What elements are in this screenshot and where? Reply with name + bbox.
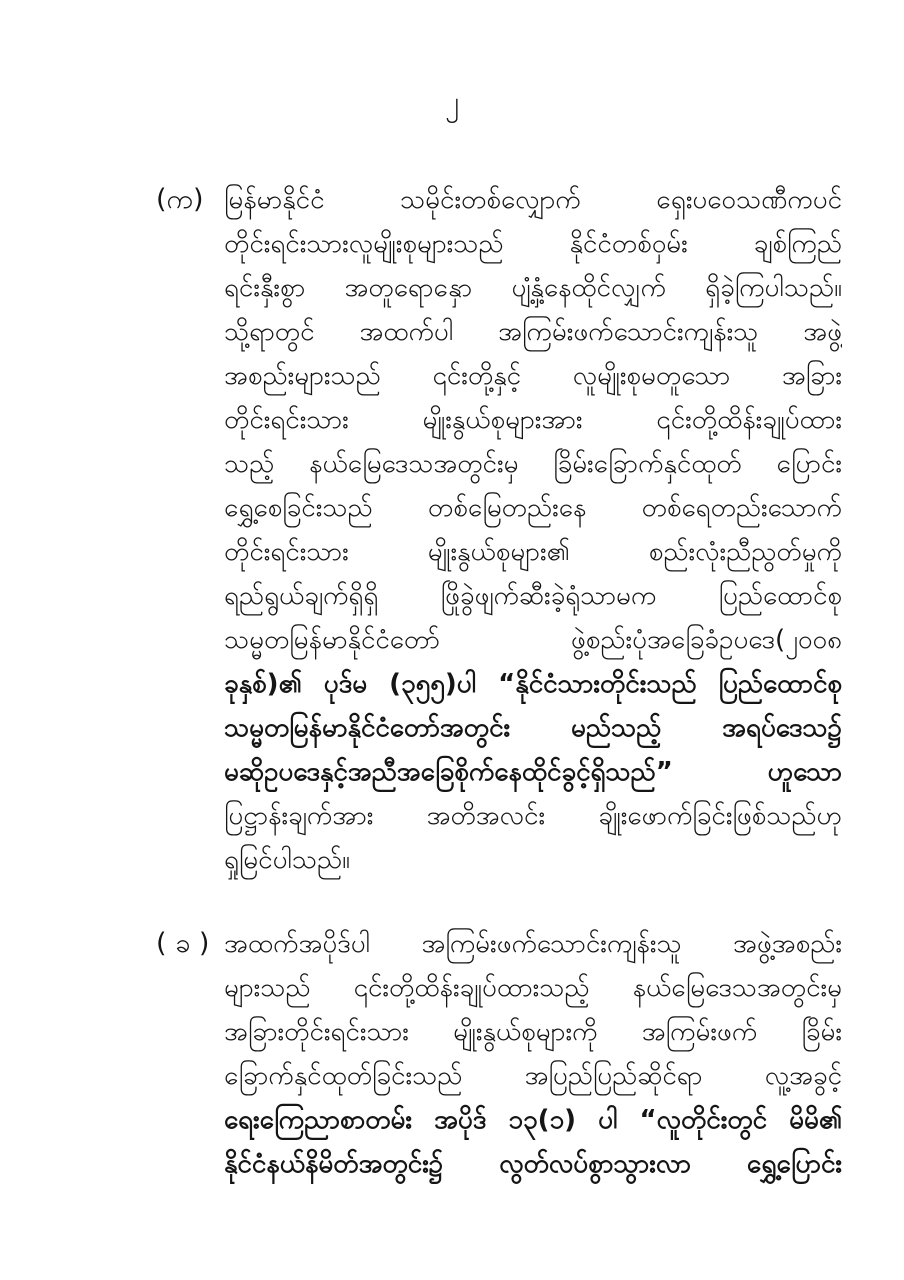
text-line: တိုင်းရင်းသား မျိုးနွယ်စုများအား ၎င်းတို့ထိန်းချုပ်ထား [224, 405, 842, 435]
text-line-bold: ခုနှစ်)၏ ပုဒ်မ (၃၅၅)ပါ “နိုင်ငံသားတိုင်းသည် ပြည်ထောင်စု [224, 669, 842, 699]
text-line-bold: နိုင်ငံနယ်နိမိတ်အတွင်း၌ လွတ်လပ်စွာသွားလာ ရွှေ့ပြောင်း [224, 1149, 842, 1179]
text-line: သမ္မတမြန်မာနိုင်ငံတော် ဖွဲ့စည်းပုံအခြေခံဥပဒေ(၂၀၀၈ [224, 625, 842, 655]
text-line: ခြောက်နှင်ထုတ်ခြင်းသည် အပြည်ပြည်ဆိုင်ရာ လူ့အခွင့် [224, 1061, 842, 1091]
text-line: တိုင်းရင်းသား မျိုးနွယ်စုများ၏ စည်းလုံးညီညွတ်မှုကို [224, 537, 842, 567]
paragraph-marker: (က) [156, 184, 204, 215]
paragraph-marker: ( ခ ) [156, 928, 210, 959]
paragraph-body [224, 178, 842, 882]
text-line: တိုင်းရင်းသားလူမျိုးစုများသည် နိုင်ငံတစ်ဝှမ်း ချစ်ကြည် [224, 229, 842, 259]
text-line-bold: သမ္မတမြန်မာနိုင်ငံတော်အတွင်း မည်သည့် အရပ်ဒေသ၌ [224, 713, 842, 743]
paragraph-body [224, 922, 842, 1186]
text-line: သို့ရာတွင် အထက်ပါ အကြမ်းဖက်သောင်းကျန်းသူ အဖွဲ့ [224, 317, 842, 347]
text-line: မြန်မာနိုင်ငံ သမိုင်းတစ်လျှောက် ရှေးပဝေသဏီကပင် [224, 185, 842, 215]
text-line: များသည် ၎င်းတို့ထိန်းချုပ်ထားသည့် နယ်မြေဒေသအတွင်းမှ [224, 973, 842, 1003]
text-line: သည့် နယ်မြေဒေသအတွင်းမှ ခြိမ်းခြောက်နှင်ထုတ် ပြောင်း [224, 449, 842, 479]
paragraph-ka [156, 178, 842, 882]
text-line: ရင်းနှီးစွာ အတူရောနှော ပျံ့နှံ့နေထိုင်လျှက် ရှိခဲ့ကြပါသည်။ [224, 273, 842, 303]
text-line: ပြဋ္ဌာန်းချက်အား အတိအလင်း ချိုးဖောက်ခြင်းဖြစ်သည်ဟု [224, 801, 842, 831]
text-line: ရှုမြင်ပါသည်။ [224, 845, 351, 875]
text-line: ရည်ရွယ်ချက်ရှိရှိ ဖြိုခွဲဖျက်ဆီးခဲ့ရုံသာမက ပြည်ထောင်စု [224, 581, 842, 611]
paragraph-kha [156, 922, 842, 1186]
text-line: အစည်းများသည် ၎င်းတို့နှင့် လူမျိုးစုမတူသော အခြား [224, 361, 842, 391]
text-line-bold: မဆိုဥပဒေနှင့်အညီအခြေစိုက်နေထိုင်ခွင့်ရှိသည်” ဟူသော [224, 757, 842, 787]
text-line: အထက်အပိုဒ်ပါ အကြမ်းဖက်သောင်းကျန်းသူ အဖွဲ့အစည်း [224, 929, 842, 959]
page-number: ၂ [445, 85, 459, 118]
text-line: ရွှေ့စေခြင်းသည် တစ်မြေတည်းနေ တစ်ရေတည်းသောက် [224, 493, 842, 523]
text-line-bold: ရေးကြေညာစာတမ်း အပိုဒ် ၁၃(၁) ပါ “လူတိုင်းတွင် မိမိ၏ [224, 1105, 842, 1135]
text-line: အခြားတိုင်းရင်းသား မျိုးနွယ်စုများကို အကြမ်းဖက် ခြိမ်း [224, 1017, 842, 1047]
